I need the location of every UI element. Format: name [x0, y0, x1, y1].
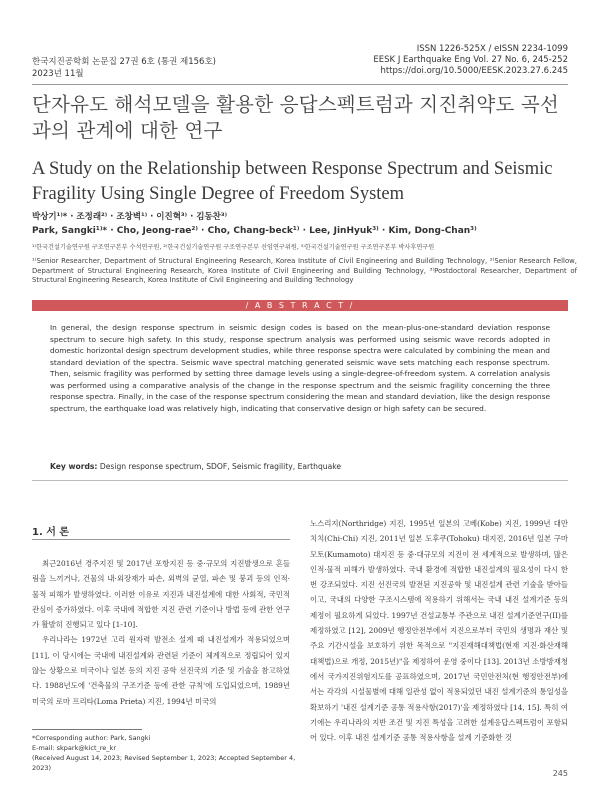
keywords-label: Key words:	[50, 462, 98, 471]
author-email: E-mail: skpark@kict_re_kr	[32, 744, 116, 752]
issue-date-ko: 2023년 11월	[32, 69, 84, 79]
journal-header-right	[373, 44, 568, 77]
section-title: 1. 서 론	[32, 527, 70, 538]
body-column-left	[32, 556, 290, 709]
paragraph: 우리나라는 1972년 고리 원자력 발전소 설계 때 내진설계가 적용되었으며 [11], 이 당시에는 국내에 내진설계와 관련된 기준이 체계적으로 정립되어 있지 않는 상황으로 미국이나 일본 등의 지진 공학 선진국의 기준 및 기술을 참고하였다. 1988년도에 '건축물의 구조기준 등에 관한 규칙'에 도입되었으며, 1989년 미국의 로마 프리타(Loma Prieta) 지진, 1994년 미국의	[32, 635, 290, 706]
authors-en: Park, Sangki¹⁾* · Cho, Jeong-rae²⁾ · Cho, Chang-beck¹⁾ · Lee, JinHyuk³⁾ · Kim, Dong-Chan³⁾	[32, 226, 477, 236]
abstract-text: In general, the design response spectrum in seismic design codes is based on the mean-plus-one-standard deviation response spectrum to secure high safety. In this study, response spectrum analysis was performed using seismic wave records adopted in domestic horizontal design spectrum development studies, while three response spectra were calculated by combining the mean and standard deviation of the spectra. Seismic wave spectral matching generated seismic wave sets matching each response spectrum. Then, seismic fragility was performed by setting three damage levels using a single-degree-of-freedom system. A correlation analysis was performed using a comparative analysis of the change in the response spectrum and the seismic fragility concerning the three response spectra. Finally, in the case of the response spectrum considering the mean and standard deviation, like the design response spectrum, the earthquake load was relatively high, indicating that conservative design or high safety can be secured.	[50, 323, 550, 413]
page-number: 245	[552, 769, 568, 778]
paper-title-ko: 단자유도 해석모델을 활용한 응답스펙트럼과 지진취약도 곡선과의 관계에 대한 연구	[32, 93, 559, 142]
affiliations-en: ¹⁾Senior Researcher, Department of Structural Engineering Research, Korea Institute of Civil Engineering and Building Technology, ²⁾Senior Research Fellow, Department of Structural Engineering Research, Korea Institute of Civil Engineering and Building Technology, ³⁾Postdoctoral Researcher, Department of Structural Engineering Research, Korea Institute of Civil Engineering and Building Technology	[32, 257, 577, 285]
paragraph: 최근2016년 경주지진 및 2017년 포항지진 등 중·규모의 지진발생으로 흔들림을 느끼거나, 건물의 내·외장재가 파손, 외벽의 균열, 파손 및 붕괴 등의 인적·물적 피해가 발생하였다. 이러한 이유로 지진과 내진설계에 대한 사회적, 국민적 관심이 증가하였다. 이후 국내에 적합한 지진 관련 기준이나 방법 등에 관한 연구가 활발히 진행되고 있다 [1-10].	[32, 559, 290, 630]
journal-name-en: EESK J Earthquake Eng Vol. 27 No. 6, 245-252	[373, 55, 568, 65]
footnote	[32, 733, 302, 773]
authors-ko: 박상기¹⁾* · 조정래²⁾ · 조창벽¹⁾ · 이진혁³⁾ · 김동찬³⁾	[32, 212, 228, 222]
header-rule	[32, 84, 568, 85]
affiliations-ko: ¹⁾한국건설기술연구원 구조연구본부 수석연구원, ²⁾한국건설기술연구원 구조연구본부 선임연구위원, ³⁾한국건설기술연구원 구조연구본부 박사후연구원	[32, 244, 435, 251]
paragraph: 노스리지(Northridge) 지진, 1995년 일본의 고베(Kobe) 지진, 1999년 대만 치치(Chi-Chi) 지진, 2011년 일본 도후쿠(Tohoku) 대지진, 2016년 일본 구마모토(Kumamoto) 대지진 등 중·대규모의 지진이 전 세계적으로 발생하며, 많은 인적·물적 피해가 발생하였다. 국내 환경에 적합한 내진설계의 필요성이 다시 한번 강조되었다. 지진 선진국의 발전된 지진공학 및 내진설계 관련 기술을 받아들이고, 국내의 다양한 구조시스템에 적용하기 위해서는 국내 내진 설계기준 등의 제정이 필요하게 되었다. 1997년 건설교통부 주관으로 내진 설계기준연구(II)를 제정하였고 [12], 2009년 행정안전부에서 지진으로부터 국민의 생명과 재산 및 주요 기간시설을 보호하기 위한 목적으로 "지진재해대책법(현재 지진·화산재해대책법)으로 개정, 2015년)"을 제정하여 운영 중이다 [13]. 2013년 소방방재청에서 국가지진위험지도를 공표하였으며, 2017년 국민안전처(현 행정안전부)에서는 각각의 시설물별에 대해 일관성 없이 적용되었던 내진 설계기준의 통일성을 확보하기 '내진 설계기준 공통 적용사항(2017)'을 제정하였다 [14, 15]. 특히 여기에는 우리나라의 지반 조건 및 지진 특성을 고려한 설계응답스펙트럼이 포함되어 있다. 이후 내진 설계기준 공통 적용사항을 설계 기준화한 것	[310, 519, 568, 743]
footnote-rule	[32, 729, 142, 730]
keywords-list: Design response spectrum, SDOF, Seismic fragility, Earthquake	[99, 462, 342, 471]
issn: ISSN 1226-525X / eISSN 2234-1099	[416, 44, 568, 54]
section-rule	[32, 539, 290, 540]
journal-name-ko: 한국지진공학회 논문집 27권 6호 (통권 제156호)	[32, 57, 216, 67]
paper-title-en: A Study on the Relationship between Response Spectrum and Seismic Fragility Using Single Degree of Freedom System	[32, 159, 553, 204]
journal-header-left	[32, 56, 216, 80]
abstract-label: / A B S T R A C T /	[240, 301, 361, 310]
received-dates: (Received August 14, 2023; Revised September 1, 2023; Accepted September 4, 2023)	[32, 754, 296, 772]
corresponding-author: *Corresponding author: Park, Sangki	[32, 734, 151, 742]
abstract-banner	[32, 300, 568, 311]
keywords	[50, 462, 550, 471]
abstract-rule	[32, 480, 568, 481]
body-column-right	[310, 516, 568, 745]
doi-link[interactable]: https://doi.org/10.5000/EESK.2023.27.6.245	[380, 66, 568, 76]
